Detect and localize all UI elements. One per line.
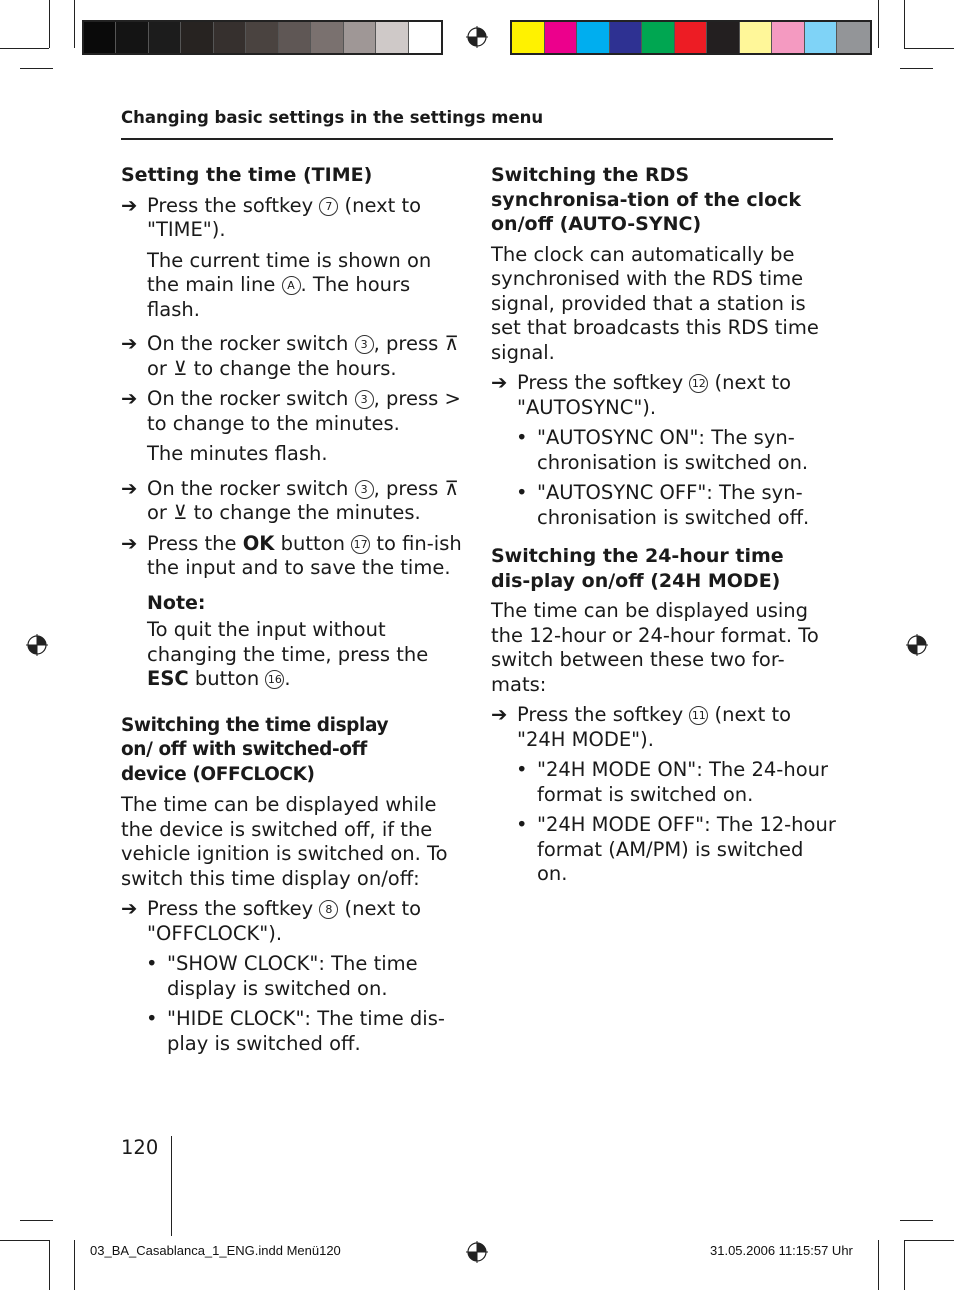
arrow-icon: ➔ [121, 332, 138, 355]
color-swatch [837, 22, 870, 53]
running-header: Changing basic settings in the settings menu [121, 108, 544, 127]
list-item: • "SHOW CLOCK": The time display is switched on. [146, 952, 418, 1000]
gray-swatch [149, 22, 181, 53]
step-softkey-autosync: ➔ Press the softkey 12 (next to "AUTOSYNC"). [491, 371, 792, 419]
bullet-icon: • [516, 813, 528, 836]
ref-number-3: 3 [355, 335, 374, 354]
crop-mark [20, 1220, 53, 1221]
crop-mark [904, 0, 905, 48]
section-heading-24h: Switching the 24-hour time dis-play on/off (24H MODE) [491, 545, 784, 592]
gray-swatch [181, 22, 213, 53]
crop-mark [49, 1240, 50, 1290]
rocker-up-icon: ⊼ [444, 332, 459, 355]
color-swatch [642, 22, 675, 53]
color-swatch [610, 22, 643, 53]
footer-timestamp: 31.05.2006 11:15:57 Uhr [710, 1243, 853, 1258]
ref-number-7: 7 [319, 197, 338, 216]
arrow-icon: ➔ [121, 531, 138, 555]
crop-mark [74, 1240, 75, 1290]
crop-mark [904, 1240, 905, 1290]
arrow-icon: ➔ [121, 897, 138, 920]
ref-number-3: 3 [355, 480, 374, 499]
color-swatch [772, 22, 805, 53]
step-softkey-offclock: ➔ Press the softkey 8 (next to "OFFCLOCK"). [121, 897, 422, 945]
arrow-icon: ➔ [491, 703, 508, 726]
gray-swatch [279, 22, 311, 53]
ref-number-8: 8 [319, 900, 338, 919]
process-color-bar [510, 20, 872, 55]
crop-mark [0, 48, 49, 49]
24h-intro: The time can be displayed using the 12-hour or 24-hour format. To switch between these two for-mats: [491, 599, 819, 696]
header-rule [121, 138, 833, 140]
note-title: Note: [147, 591, 206, 614]
info-main-line: The current time is shown on the main line A . The hours flash. [147, 248, 432, 321]
right-column [491, 163, 836, 887]
note-text: To quit the input without changing the time, press the ESC button 16 . [147, 618, 429, 690]
list-item: • "AUTOSYNC OFF": The syn-chronisation is switched off. [516, 481, 810, 529]
crop-mark [878, 0, 879, 48]
ref-number-12: 12 [689, 374, 708, 393]
list-item: • "24H MODE OFF": The 12-hour format (AM/PM) is switched on. [516, 813, 836, 885]
crop-mark [904, 48, 954, 49]
gray-swatch [214, 22, 246, 53]
registration-mark-icon [26, 634, 48, 656]
color-swatch [512, 22, 545, 53]
gray-swatch [376, 22, 408, 53]
crop-mark [878, 1240, 879, 1290]
color-swatch [577, 22, 610, 53]
footer-file-info: 03_BA_Casablanca_1_ENG.indd Menü120 [90, 1243, 341, 1258]
arrow-icon: ➔ [121, 476, 138, 500]
bullet-icon: • [146, 952, 158, 975]
bullet-icon: • [516, 426, 528, 449]
gray-swatch [116, 22, 148, 53]
list-item: • "24H MODE ON": The 24-hour format is switched on. [516, 758, 829, 806]
ref-number-16: 16 [265, 670, 284, 689]
color-swatch [740, 22, 773, 53]
crop-mark [0, 1240, 49, 1241]
color-swatch [545, 22, 578, 53]
step-change-minutes: ➔ On the rocker switch 3 , press ⊼ or ⊻ to change the minutes. [121, 476, 459, 524]
rocker-down-icon: ⊻ [173, 501, 188, 524]
list-item: • "AUTOSYNC ON": The syn-chronisation is switched on. [516, 426, 809, 474]
page-number-rule [171, 1136, 172, 1236]
registration-mark-icon [466, 1241, 488, 1263]
arrow-icon: ➔ [491, 371, 508, 394]
list-item: • "HIDE CLOCK": The time dis-play is switched off. [146, 1007, 445, 1055]
esc-button-label: ESC [147, 667, 189, 690]
gray-swatch [311, 22, 343, 53]
autosync-intro: The clock can automatically be synchronised with the RDS time signal, provided that a station is set that broadcasts this RDS time signal. [491, 242, 819, 364]
step-softkey-24h: ➔ Press the softkey 11 (next to "24H MODE"). [491, 703, 792, 751]
ok-button-label: OK [242, 531, 275, 555]
section-heading-offclock: Switching the time display on/ off with switched-off device (OFFCLOCK) [121, 714, 389, 785]
bullet-icon: • [516, 758, 528, 781]
ref-letter-a: A [282, 276, 301, 295]
section-heading-time: Setting the time (TIME) [121, 164, 373, 186]
step-softkey-time: ➔ Press the softkey 7 (next to "TIME"). [121, 193, 422, 241]
page-number: 120 [121, 1136, 159, 1159]
left-column [121, 163, 466, 1056]
gray-swatch [84, 22, 116, 53]
color-swatch [805, 22, 838, 53]
crop-mark [49, 0, 50, 48]
section-heading-autosync: Switching the RDS synchronisa-tion of the clock on/off (AUTO-SYNC) [491, 164, 802, 235]
grayscale-color-bar [82, 20, 443, 55]
crop-mark [904, 1240, 954, 1241]
ref-number-17: 17 [351, 535, 370, 554]
bullet-icon: • [516, 481, 528, 504]
crop-mark [900, 68, 933, 69]
info-minutes-flash: The minutes flash. [147, 442, 328, 465]
registration-mark-icon [906, 634, 928, 656]
bullet-icon: • [146, 1007, 158, 1030]
crop-mark [74, 0, 75, 48]
color-swatch [675, 22, 708, 53]
step-change-hours: ➔ On the rocker switch 3 , press ⊼ or ⊻ to change the hours. [121, 332, 459, 380]
offclock-intro: The time can be displayed while the device is switched off, if the vehicle ignition is switched on. To switch this time display on/off: [121, 793, 448, 890]
gray-swatch [246, 22, 278, 53]
registration-mark-icon [466, 26, 488, 48]
color-swatch [707, 22, 740, 53]
step-ok-save: ➔ Press the OK button 17 to fin-ish the input and to save the time. [121, 531, 462, 579]
step-change-to-minutes: ➔ On the rocker switch 3 , press > to change to the minutes. [121, 387, 461, 435]
ref-number-11: 11 [689, 706, 708, 725]
gray-swatch [344, 22, 376, 53]
gray-swatch [409, 22, 441, 53]
ref-number-3: 3 [355, 390, 374, 409]
rocker-down-icon: ⊻ [173, 356, 188, 380]
arrow-icon: ➔ [121, 193, 138, 217]
arrow-icon: ➔ [121, 387, 138, 410]
crop-mark [900, 1220, 933, 1221]
rocker-up-icon: ⊼ [444, 476, 459, 500]
crop-mark [20, 68, 53, 69]
